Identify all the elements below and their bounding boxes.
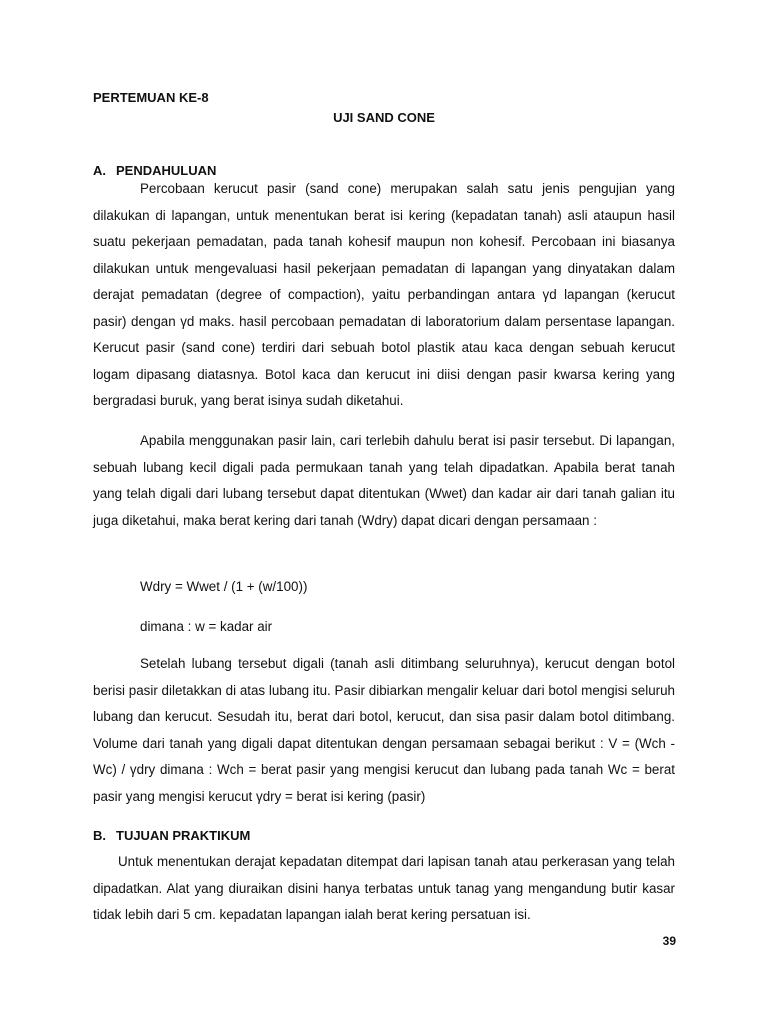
- intro-paragraph-2: Apabila menggunakan pasir lain, cari terlebih dahulu berat isi pasir tersebut. Di lapangan, sebuah lubang kecil digali pada permukaan tanah yang telah dipadatkan. Apabila berat tanah yang telah digali dari lubang tersebut dapat ditentukan (Wwet) dan kadar air dari tanah galian itu juga diketahui, maka berat kering dari tanah (Wdry) dapat dicari dengan persamaan :: [93, 433, 675, 528]
- objective-paragraph: Untuk menentukan derajat kepadatan ditempat dari lapisan tanah atau perkerasan yang telah dipadatkan. Alat yang diuraikan disini hanya terbatas untuk tanag yang mengandung butir kasar tidak lebih dari 5 cm. kepadatan lapangan ialah berat kering persatuan isi.: [93, 854, 675, 922]
- document-title: UJI SAND CONE: [333, 110, 435, 125]
- intro-paragraph-3: Setelah lubang tersebut digali (tanah asli ditimbang seluruhnya), kerucut dengan botol berisi pasir diletakkan di atas lubang itu. Pasir dibiarkan mengalir keluar dari botol mengisi seluruh lubang dan kerucut. Sesudah itu, berat dari botol, kerucut, dan sisa pasir dalam botol ditimbang. Volume dari tanah yang digali dapat ditentukan dengan persamaan sebagai berikut : V = (Wch - Wc) / γdry dimana : Wch = berat pasir yang mengisi kerucut dan lubang pada tanah Wc = berat pasir yang mengisi kerucut γdry = berat isi kering (pasir): [93, 656, 675, 804]
- intro-paragraph-1: Percobaan kerucut pasir (sand cone) merupakan salah satu jenis pengujian yang dilakukan di lapangan, untuk menentukan berat isi kering (kepadatan tanah) asli ataupun hasil suatu pekerjaan pemadatan, pada tanah kohesif maupun non kohesif. Percobaan ini biasanya dilakukan untuk mengevaluasi hasil pekerjaan pemadatan di lapangan yang dinyatakan dalam derajat pemadatan (degree of compaction), yaitu perbandingan antara γd lapangan (kerucut pasir) dengan γd maks. hasil percobaan pemadatan di laboratorium dalam persentase lapangan. Kerucut pasir (sand cone) terdiri dari sebuah botol plastik atau kaca dengan sebuah kerucut logam dipasang diatasnya. Botol kaca dan kerucut ini diisi dengan pasir kwarsa kering yang bergradasi buruk, yang berat isinya sudah diketahui.: [93, 181, 675, 408]
- formula-note: dimana : w = kadar air: [140, 619, 273, 634]
- section-heading-text: TUJUAN PRAKTIKUM: [116, 828, 251, 843]
- section-heading-text: PENDAHULUAN: [116, 163, 217, 178]
- section-number: A.: [93, 163, 106, 178]
- meeting-label: PERTEMUAN KE-8: [93, 90, 209, 105]
- section-number: B.: [93, 828, 106, 843]
- formula-wdry: Wdry = Wwet / (1 + (w/100)): [140, 579, 308, 594]
- section-heading-tujuan: [93, 828, 250, 843]
- page-number: 39: [662, 934, 676, 948]
